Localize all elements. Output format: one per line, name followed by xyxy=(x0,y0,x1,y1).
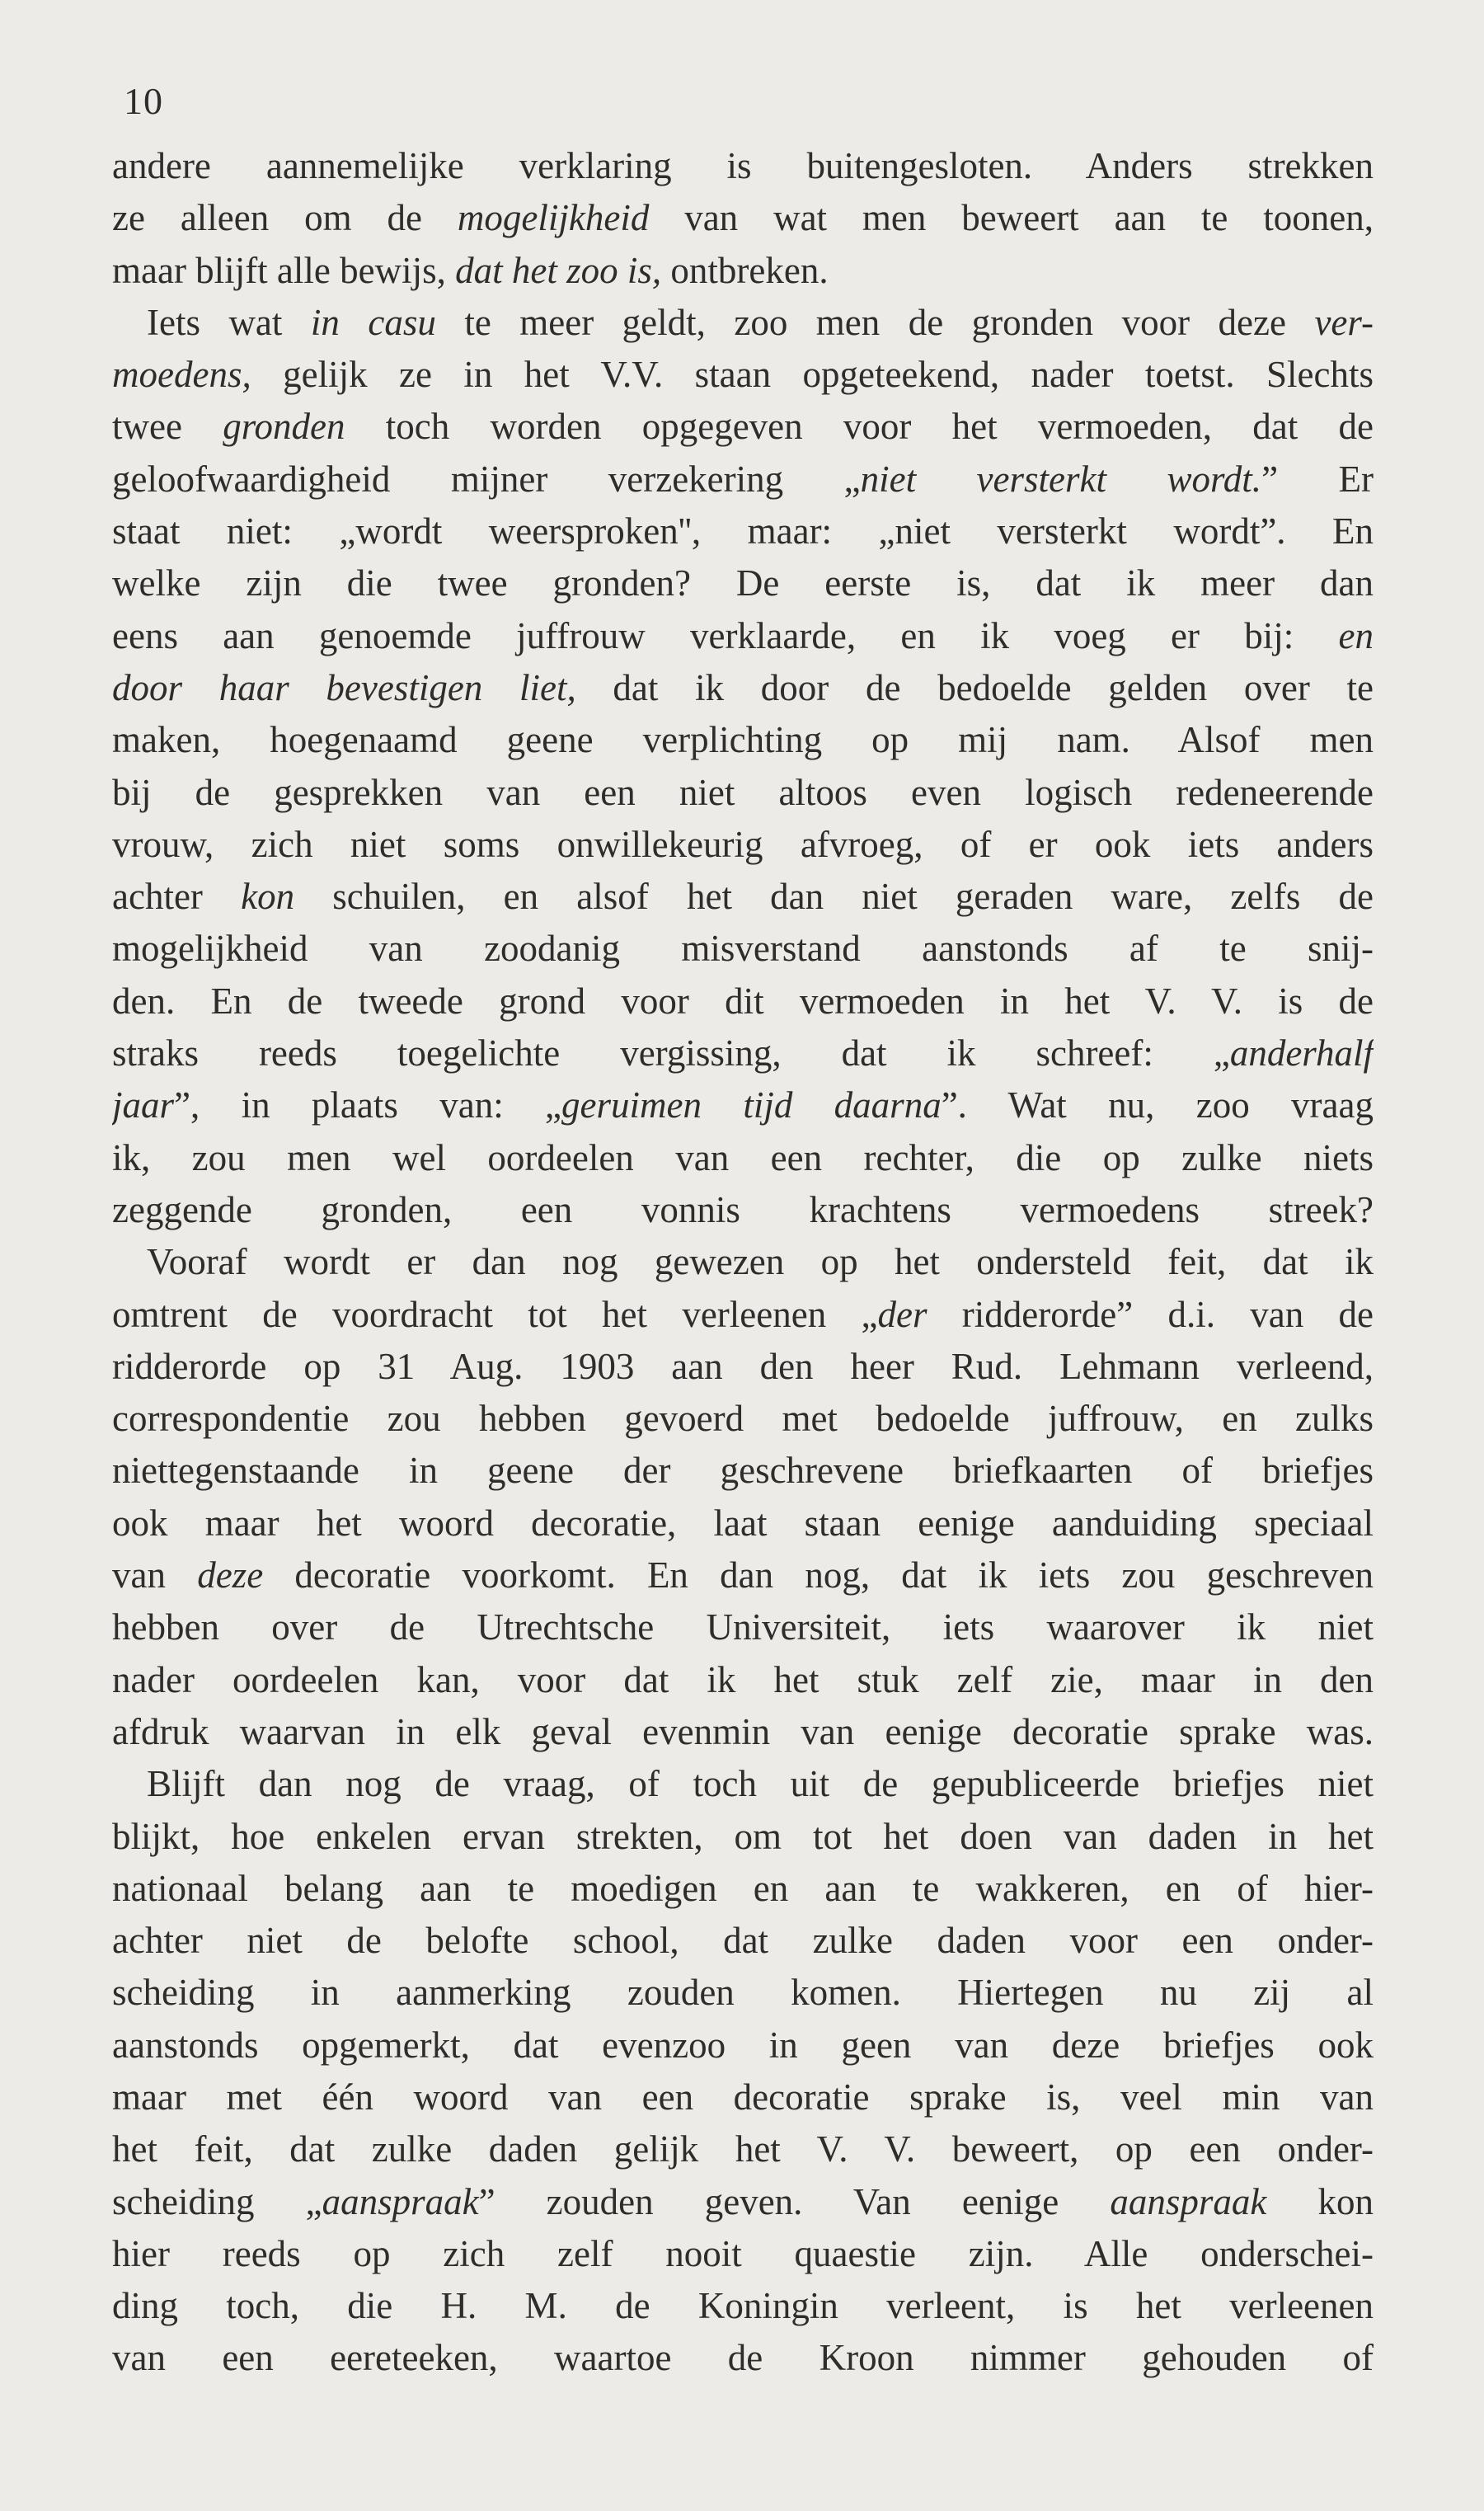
text-segment: ze alleen om de xyxy=(112,197,458,239)
italic-text: dat het zoo is, xyxy=(455,249,662,291)
italic-text: niet versterkt wordt. xyxy=(860,458,1262,500)
text-line xyxy=(112,1289,1374,1341)
italic-text: moedens, xyxy=(112,354,251,396)
text-segment: maar blijft alle bewijs, xyxy=(112,249,456,291)
italic-text: mogelijkheid xyxy=(457,197,650,239)
italic-text: gronden xyxy=(223,406,345,448)
text-line xyxy=(112,349,1374,401)
italic-text: anderhalf xyxy=(1229,1032,1374,1074)
text-line xyxy=(112,2123,1374,2175)
text-line xyxy=(112,1863,1374,1915)
text-segment: ontbreken. xyxy=(661,249,829,291)
text-line xyxy=(112,1079,1374,1131)
text-line xyxy=(112,976,1374,1027)
body-text xyxy=(112,140,1374,2385)
italic-text: in casu xyxy=(310,301,436,343)
text-segment: ridderorde op 31 Aug. 1903 aan den heer Rud. Lehmann verleend, xyxy=(112,1345,1374,1387)
text-line xyxy=(112,2280,1374,2332)
text-segment: ” Er xyxy=(1261,458,1374,500)
text-line xyxy=(112,2071,1374,2123)
text-line xyxy=(112,2228,1374,2280)
italic-text: kon xyxy=(241,876,295,918)
text-line xyxy=(112,140,1374,192)
text-segment: ik, zou men wel oordeelen van een rechter, die op zulke niets xyxy=(112,1136,1374,1178)
text-segment: aanstonds opgemerkt, dat evenzoo in geen van deze briefjes ook xyxy=(112,2024,1374,2066)
text-segment: correspondentie zou hebben gevoerd met bedoelde juffrouw, en zulks xyxy=(112,1398,1374,1440)
text-segment: te meer geldt, zoo men de gronden voor deze xyxy=(435,301,1315,343)
text-segment: van een eereteeken, waartoe de Kroon nimmer gehouden of xyxy=(112,2337,1374,2379)
text-segment: hier reeds op zich zelf nooit quaestie zijn. Alle onderschei- xyxy=(112,2232,1374,2274)
text-segment: decoratie voorkomt. En dan nog, dat ik iets zou geschreven xyxy=(263,1554,1374,1596)
text-segment: straks reeds toegelichte vergissing, dat ik schreef: „ xyxy=(112,1032,1230,1074)
text-line xyxy=(112,1601,1374,1653)
text-line xyxy=(112,923,1374,975)
italic-text: geruimen tijd daarna xyxy=(561,1084,942,1126)
text-segment: Iets wat xyxy=(147,301,311,343)
text-line xyxy=(112,454,1374,505)
text-segment: Blijft dan nog de vraag, of toch uit de gepubliceerde briefjes niet xyxy=(147,1763,1374,1805)
text-segment: blijkt, hoe enkelen ervan strekten, om tot het doen van daden in het xyxy=(112,1815,1374,1857)
text-line xyxy=(112,1445,1374,1497)
text-line xyxy=(112,297,1374,349)
text-line xyxy=(112,2020,1374,2071)
italic-text: aanspraak xyxy=(322,2180,479,2222)
italic-text: door haar bevestigen liet, xyxy=(112,666,576,708)
text-line xyxy=(112,1132,1374,1184)
text-segment: welke zijn die twee gronden? De eerste is, dat ik meer dan xyxy=(112,562,1374,604)
text-line xyxy=(112,1549,1374,1601)
text-segment: nader oordeelen kan, voor dat ik het stuk zelf zie, maar in den xyxy=(112,1658,1374,1700)
text-segment: maken, hoegenaamd geene verplichting op mij nam. Alsof men xyxy=(112,719,1374,761)
text-line xyxy=(112,1967,1374,2019)
text-segment: geloofwaardigheid mijner verzekering „ xyxy=(112,458,861,500)
text-segment: staat niet: „wordt weersproken'', maar: „niet versterkt wordt”. En xyxy=(112,510,1374,553)
text-line xyxy=(112,1236,1374,1288)
text-segment: dat ik door de bedoelde gelden over te xyxy=(575,666,1374,708)
text-segment: andere aannemelijke verklaring is buitengesloten. Anders strekken xyxy=(112,145,1374,186)
text-line xyxy=(112,245,1374,297)
italic-text: der xyxy=(877,1293,928,1335)
text-line xyxy=(112,1915,1374,1967)
text-line xyxy=(112,1027,1374,1079)
text-segment: eens aan genoemde juffrouw verklaarde, en ik voeg er bij: xyxy=(112,614,1339,656)
italic-text: aanspraak xyxy=(1110,2180,1267,2222)
text-line xyxy=(112,557,1374,609)
text-line xyxy=(112,1811,1374,1863)
text-segment: afdruk waarvan in elk geval evenmin van eenige decoratie sprake was. xyxy=(112,1710,1374,1752)
text-segment: Vooraf wordt er dan nog gewezen op het ondersteld feit, dat ik xyxy=(147,1241,1374,1283)
text-segment: van xyxy=(112,1554,198,1596)
text-line xyxy=(112,401,1374,453)
text-segment: zeggende gronden, een vonnis krachtens vermoedens streek? xyxy=(112,1188,1374,1230)
text-line xyxy=(112,1341,1374,1393)
text-line xyxy=(112,192,1374,244)
text-segment: schuilen, en alsof het dan niet geraden ware, zelfs de xyxy=(294,876,1374,918)
text-line xyxy=(112,1393,1374,1445)
text-line xyxy=(112,505,1374,557)
text-line xyxy=(112,1706,1374,1758)
text-segment: achter xyxy=(112,876,242,918)
text-line xyxy=(112,1758,1374,1810)
text-segment: ridderorde” d.i. van de xyxy=(927,1293,1374,1335)
text-segment: het feit, dat zulke daden gelijk het V. V. beweert, op een onder- xyxy=(112,2128,1374,2170)
text-segment: scheiding in aanmerking zouden komen. Hiertegen nu zij al xyxy=(112,1972,1374,2014)
text-segment: ”, in plaats van: „ xyxy=(174,1084,562,1126)
text-line xyxy=(112,1654,1374,1706)
text-segment: scheiding „ xyxy=(112,2180,322,2222)
text-segment: achter niet de belofte school, dat zulke daden voor een onder- xyxy=(112,1920,1374,1962)
text-segment: vrouw, zich niet soms onwillekeurig afvroeg, of er ook iets anders xyxy=(112,823,1374,865)
text-segment: ”. Wat nu, zoo vraag xyxy=(941,1084,1374,1126)
text-line xyxy=(112,1498,1374,1549)
text-segment: van wat men beweert aan te toonen, xyxy=(649,197,1374,239)
text-line xyxy=(112,767,1374,819)
text-segment: den. En de tweede grond voor dit vermoeden in het V. V. is de xyxy=(112,980,1374,1022)
text-segment: nationaal belang aan te moedigen en aan te wakkeren, en of hier- xyxy=(112,1867,1374,1909)
text-segment: gelijk ze in het V.V. staan opgeteekend, nader toetst. Slechts xyxy=(251,354,1374,396)
text-segment: ding toch, die H. M. de Koningin verleent, is het verleenen xyxy=(112,2285,1374,2327)
text-segment: niettegenstaande in geene der geschrevene briefkaarten of briefjes xyxy=(112,1450,1374,1492)
text-line xyxy=(112,871,1374,923)
text-segment: kon xyxy=(1266,2180,1374,2222)
text-segment: maar met één woord van een decoratie sprake is, veel min van xyxy=(112,2076,1374,2118)
italic-text: ver- xyxy=(1314,301,1374,343)
text-segment: toch worden opgegeven voor het vermoeden, dat de xyxy=(345,406,1374,448)
text-segment: ” zouden geven. Van eenige xyxy=(478,2180,1111,2222)
text-line xyxy=(112,610,1374,662)
text-segment: bij de gesprekken van een niet altoos even logisch redeneerende xyxy=(112,771,1374,813)
text-line xyxy=(112,819,1374,871)
italic-text: deze xyxy=(197,1554,264,1596)
page-number: 10 xyxy=(124,80,163,122)
text-line xyxy=(112,662,1374,714)
text-segment: twee xyxy=(112,406,223,448)
italic-text: en xyxy=(1338,614,1374,656)
text-segment: omtrent de voordracht tot het verleenen „ xyxy=(112,1293,878,1335)
text-line xyxy=(112,1184,1374,1236)
italic-text: jaar xyxy=(112,1084,175,1126)
text-line xyxy=(112,2332,1374,2384)
text-line xyxy=(112,2176,1374,2228)
text-segment: hebben over de Utrechtsche Universiteit, iets waarover ik niet xyxy=(112,1606,1374,1648)
text-line xyxy=(112,714,1374,766)
text-segment: mogelijkheid van zoodanig misverstand aanstonds af te snij- xyxy=(112,928,1374,970)
text-segment: ook maar het woord decoratie, laat staan eenige aanduiding speciaal xyxy=(112,1502,1374,1544)
